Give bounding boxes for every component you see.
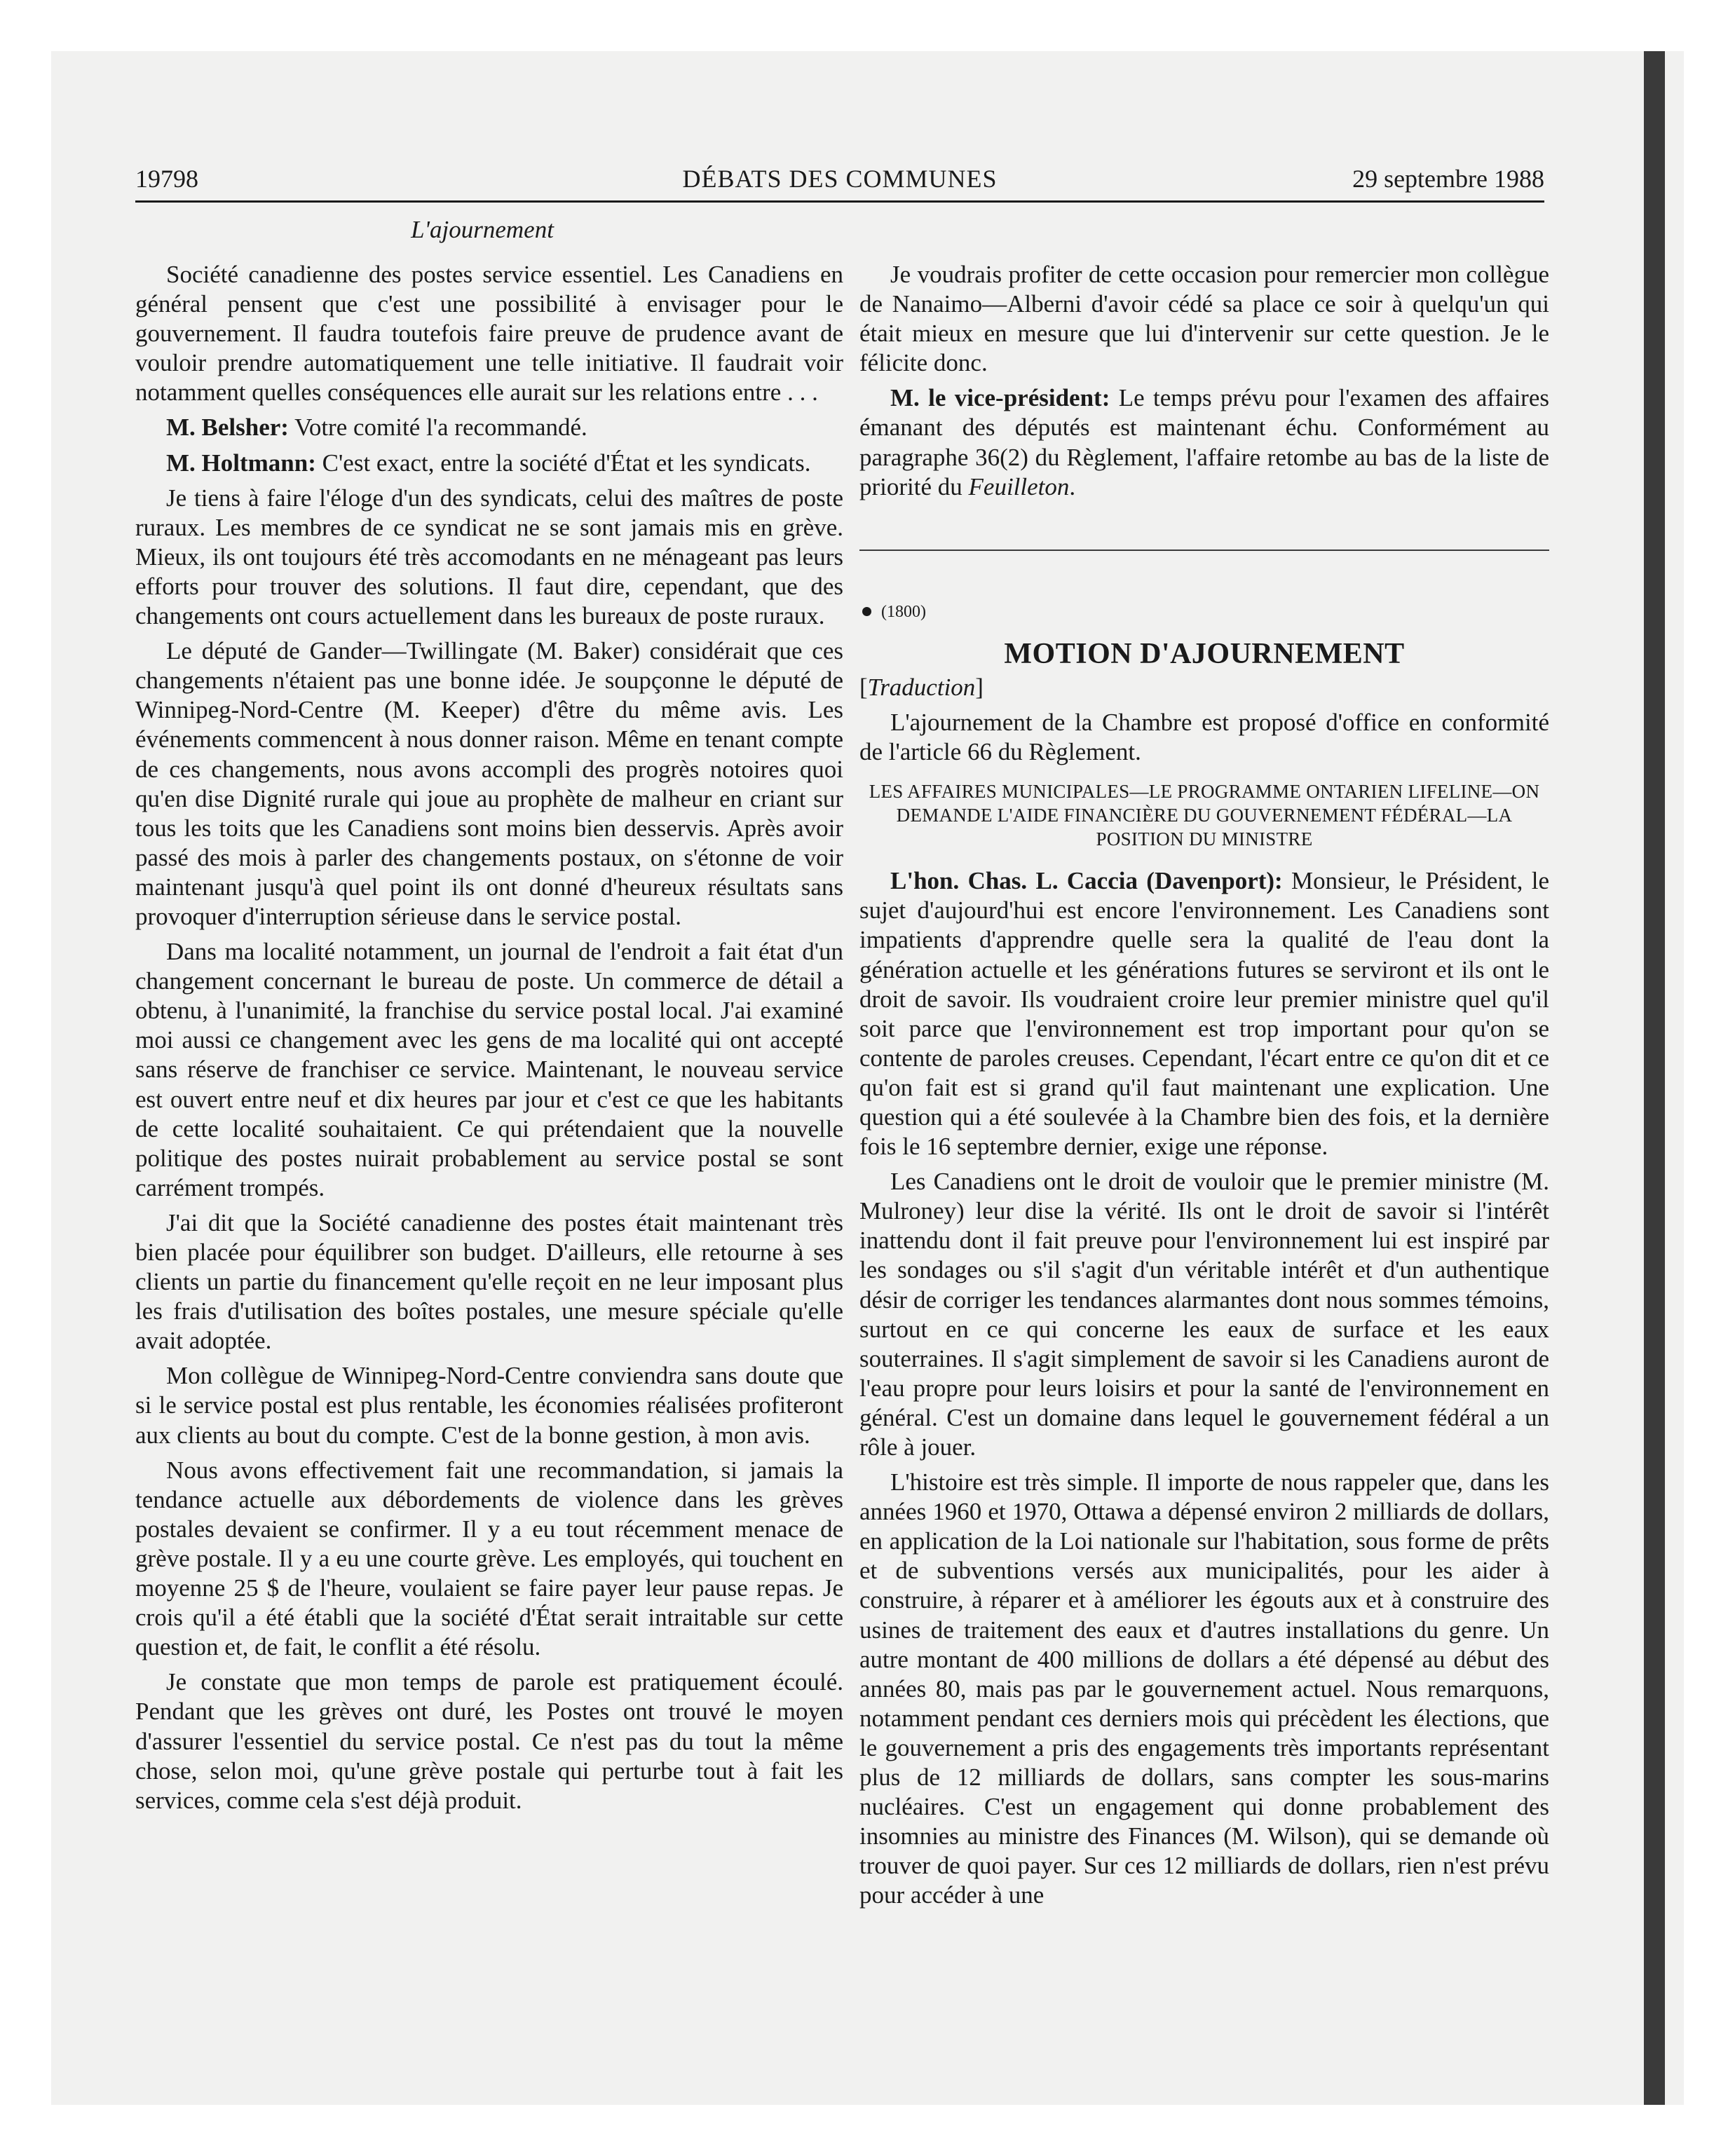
header-rule [135,200,1544,203]
translation-word: Traduction [867,673,976,701]
publication-title: DÉBATS DES COMMUNES [682,165,998,193]
column-rule [859,550,1549,551]
adjournment-paragraph: L'ajournement de la Chambre est proposé d'office en conformité de l'article 66 du Règlement. [859,709,1549,766]
right-column [859,260,1549,1916]
running-header [135,164,1544,199]
paragraph-text: Société canadienne des postes service essentiel. Les Canadiens en général pensent que c'est une possibilité à envisager pour le gouvernement. Il faudra toutefois faire preuve de prudence avant de vouloir prendre automatiquement une telle initiative. Il faudrait voir notamment quelles conséquences elle aurait sur les relations entre . . . [135,261,843,407]
paragraph [135,636,843,932]
paragraph-text: Je constate que mon temps de parole est pratiquement écoulé. Pendant que les grèves ont duré, les Postes ont trouvé le moyen d'assurer l'essentiel du service postal. Ce n'est pas du tout la même chose, selon moi, qu'une grève postale qui perturbe tout à fait les services, comme cela s'est déjà produit. [135,1668,843,1814]
paragraph [135,1208,843,1356]
header-date: 29 septembre 1988 [1352,165,1544,193]
paragraph [859,1468,1549,1910]
speaker: M. le vice-président: [890,384,1110,412]
speaker: L'hon. Chas. L. Caccia (Davenport): [890,867,1283,895]
bracket-close: ] [975,673,984,701]
time-marker [859,597,1549,627]
paragraph [859,383,1549,501]
paragraph [859,1167,1549,1462]
page-number: 19798 [135,165,198,193]
paragraph-text: Nous avons effectivement fait une recommandation, si jamais la tendance actuelle aux débordements de violence dans les grèves postales devaient se confirmer. Il y a eu tout récemment menace de grève postale. Il y a eu une courte grève. Les employés, qui touchent en moyenne 25 $ de l'heure, voulaient se faire payer leur pause repas. Je crois qu'il a été établi que la société d'État serait intraitable sur cette question et, de fait, le conflit a été résolu. [135,1456,843,1661]
left-column [135,260,843,1821]
paragraph-text: Votre comité l'a recommandé. [288,414,587,442]
paragraph-text: Dans ma localité notamment, un journal de l'endroit a fait état d'un changement concernant le bureau de poste. Un commerce de détail a obtenu, à l'unanimité, la franchise du service postal local. J'ai examiné moi aussi ce changement avec les gens de ma localité qui ont accepté sans réserve de franchiser ce service. Maintenant, le nouveau service est ouvert entre neuf et dix heures par jour et c'est ce que les habitants de cette localité souhaitaient. Ce qui prétendaient que la nouvelle politique des postes nuirait probablement au service postal se sont carrément trompés. [135,938,843,1201]
paragraph-text: Je tiens à faire l'éloge d'un des syndicats, celui des maîtres de poste ruraux. Les membres de ce syndicat ne se sont jamais mis en grève. Mieux, ils ont toujours été très accomodants en ne ménageant pas leurs efforts pour trouver des solutions. Il faut dire, cependant, que des changements ont cours actuellement dans les bureaux de poste ruraux. [135,484,843,630]
paragraph-text: J'ai dit que la Société canadienne des postes était maintenant très bien placée pour équilibrer son budget. D'ailleurs, elle retourne à ses clients un partie du financement qu'elle reçoit en ne leur imposant plus les frais d'utilisation des boîtes postales, une mesure spéciale qu'elle avait adoptée. [135,1208,843,1355]
paragraph [135,413,843,442]
paragraph [135,937,843,1203]
feuilleton-title: Feuilleton [968,472,1070,500]
period: . [1069,472,1076,500]
bracket-open: [ [859,673,868,701]
scan-edge-bar [1644,51,1665,2105]
speaker: M. Belsher: [166,414,289,442]
paragraph-text: Je voudrais profiter de cette occasion pour remercier mon collègue de Nanaimo—Alberni d'avoir cédé sa place ce soir à quelqu'un qui était mieux en mesure que lui d'intervenir sur cette question. Je le félicite donc. [859,261,1549,377]
paragraph [135,1667,843,1815]
paragraph [135,484,843,631]
section-title: L'ajournement [411,216,554,243]
paragraph [135,260,843,407]
paragraph-text: Les Canadiens ont le droit de vouloir que le premier ministre (M. Mulroney) leur dise la vérité. Ils ont le droit de savoir si l'intérêt inattendu dont il fait preuve pour l'environnement lui est inspiré par les sondages ou s'il s'agit d'un véritable intérêt et d'un authentique désir de corriger les tendances alarmantes dont nous sommes témoins, surtout en ce qui concerne les eaux de surface et les eaux souterraines. Il s'agit simplement de savoir si les Canadiens auront de l'eau propre pour leurs loisirs et pour la santé de l'environnement en général. C'est un domaine dans lequel le gouvernement fédéral a un rôle à jouer. [859,1168,1549,1461]
translation-note [859,673,1549,702]
paragraph-text: Le député de Gander—Twillingate (M. Baker) considérait que ces changements n'étaient pas une bonne idée. Je soupçonne le député de Winnipeg-Nord-Centre (M. Keeper) d'être du même avis. Les événements commencent à nous donner raison. Même en tenant compte de ces changements, nous avons accompli des progrès notoires quoi qu'en dise Dignité rurale qui joue au prophète de malheur en criant sur tous les toits que les Canadiens sont moins bien desservis. Après avoir passé des mois à parler des changements postaux, on s'étonne de voir maintenant jusqu'à quel point ils ont donné d'heureux résultats sans provoquer d'interruption sérieuse dans le service postal. [135,637,843,930]
speaker: M. Holtmann: [166,449,316,477]
paragraph [859,260,1549,378]
paragraph [859,866,1549,1161]
motion-title: MOTION D'AJOURNEMENT [1004,637,1405,670]
paragraph-text: Monsieur, le Président, le sujet d'aujourd'hui est encore l'environnement. Les Canadiens sont impatients d'apprendre quelle sera la qualité de l'eau dont la génération actuelle et les générations futures se serviront et ils ont le droit de savoir. Ils voudraient croire leur premier ministre quel qu'il soit parce que l'environnement est trop important pour qu'on se contente de paroles creuses. Cependant, l'écart entre ce qu'on dit et ce qu'on fait est si grand qu'il faut maintenant une explication. Une question qui a été soulevée à la Chambre bien des fois, et la dernière fois le 16 septembre dernier, exige une réponse. [859,867,1549,1161]
bullet-icon [862,607,871,616]
paragraph-text: C'est exact, entre la société d'État et les syndicats. [315,449,811,477]
paragraph-text: L'histoire est très simple. Il importe de nous rappeler que, dans les années 1960 et 1970, Ottawa a dépensé environ 2 milliards de dollars, en application de la Loi nationale sur l'habitation, sous forme de prêts et de subventions versés aux municipalités, pour les aider à construire, à réparer et à améliorer les égouts aux et à construire des usines de traitement des eaux et d'autres installations du genre. Un autre montant de 400 millions de dollars a été dépensé au début des années 80, mais pas par le gouvernement actuel. Nous remarquons, notamment pendant ces derniers mois qui précèdent les élections, que le gouvernement a pris des engagements très importants représentant plus de 12 milliards de dollars, sans compter les sous-marins nucléaires. C'est un engagement qui donne probablement des insomnies au ministre des Finances (M. Wilson), qui se demande où trouver de quoi payer. Sur ces 12 milliards de dollars, rien n'est prévu pour accéder à une [859,1468,1549,1909]
paragraph-text: Le temps prévu pour l'examen des affaires émanant des députés est maintenant échu. Conformément au paragraphe 36(2) du Règlement, l'affaire retombe au bas de la liste de priorité du [859,384,1549,500]
time-marker-text: (1800) [881,602,926,621]
paragraph-text: Mon collègue de Winnipeg-Nord-Centre conviendra sans doute que si le service postal est plus rentable, les économies réalisées profiteront aux clients au bout du compte. C'est de la bonne gestion, à mon avis. [135,1362,843,1449]
paragraph [135,449,843,478]
subject-heading: LES AFFAIRES MUNICIPALES—LE PROGRAMME ONTARIEN LIFELINE—ON DEMANDE L'AIDE FINANCIÈRE DU GOUVERNEMENT FÉDÉRAL—LA POSITION DU MINISTRE [869,781,1540,850]
paragraph [135,1361,843,1449]
paragraph [135,1456,843,1663]
